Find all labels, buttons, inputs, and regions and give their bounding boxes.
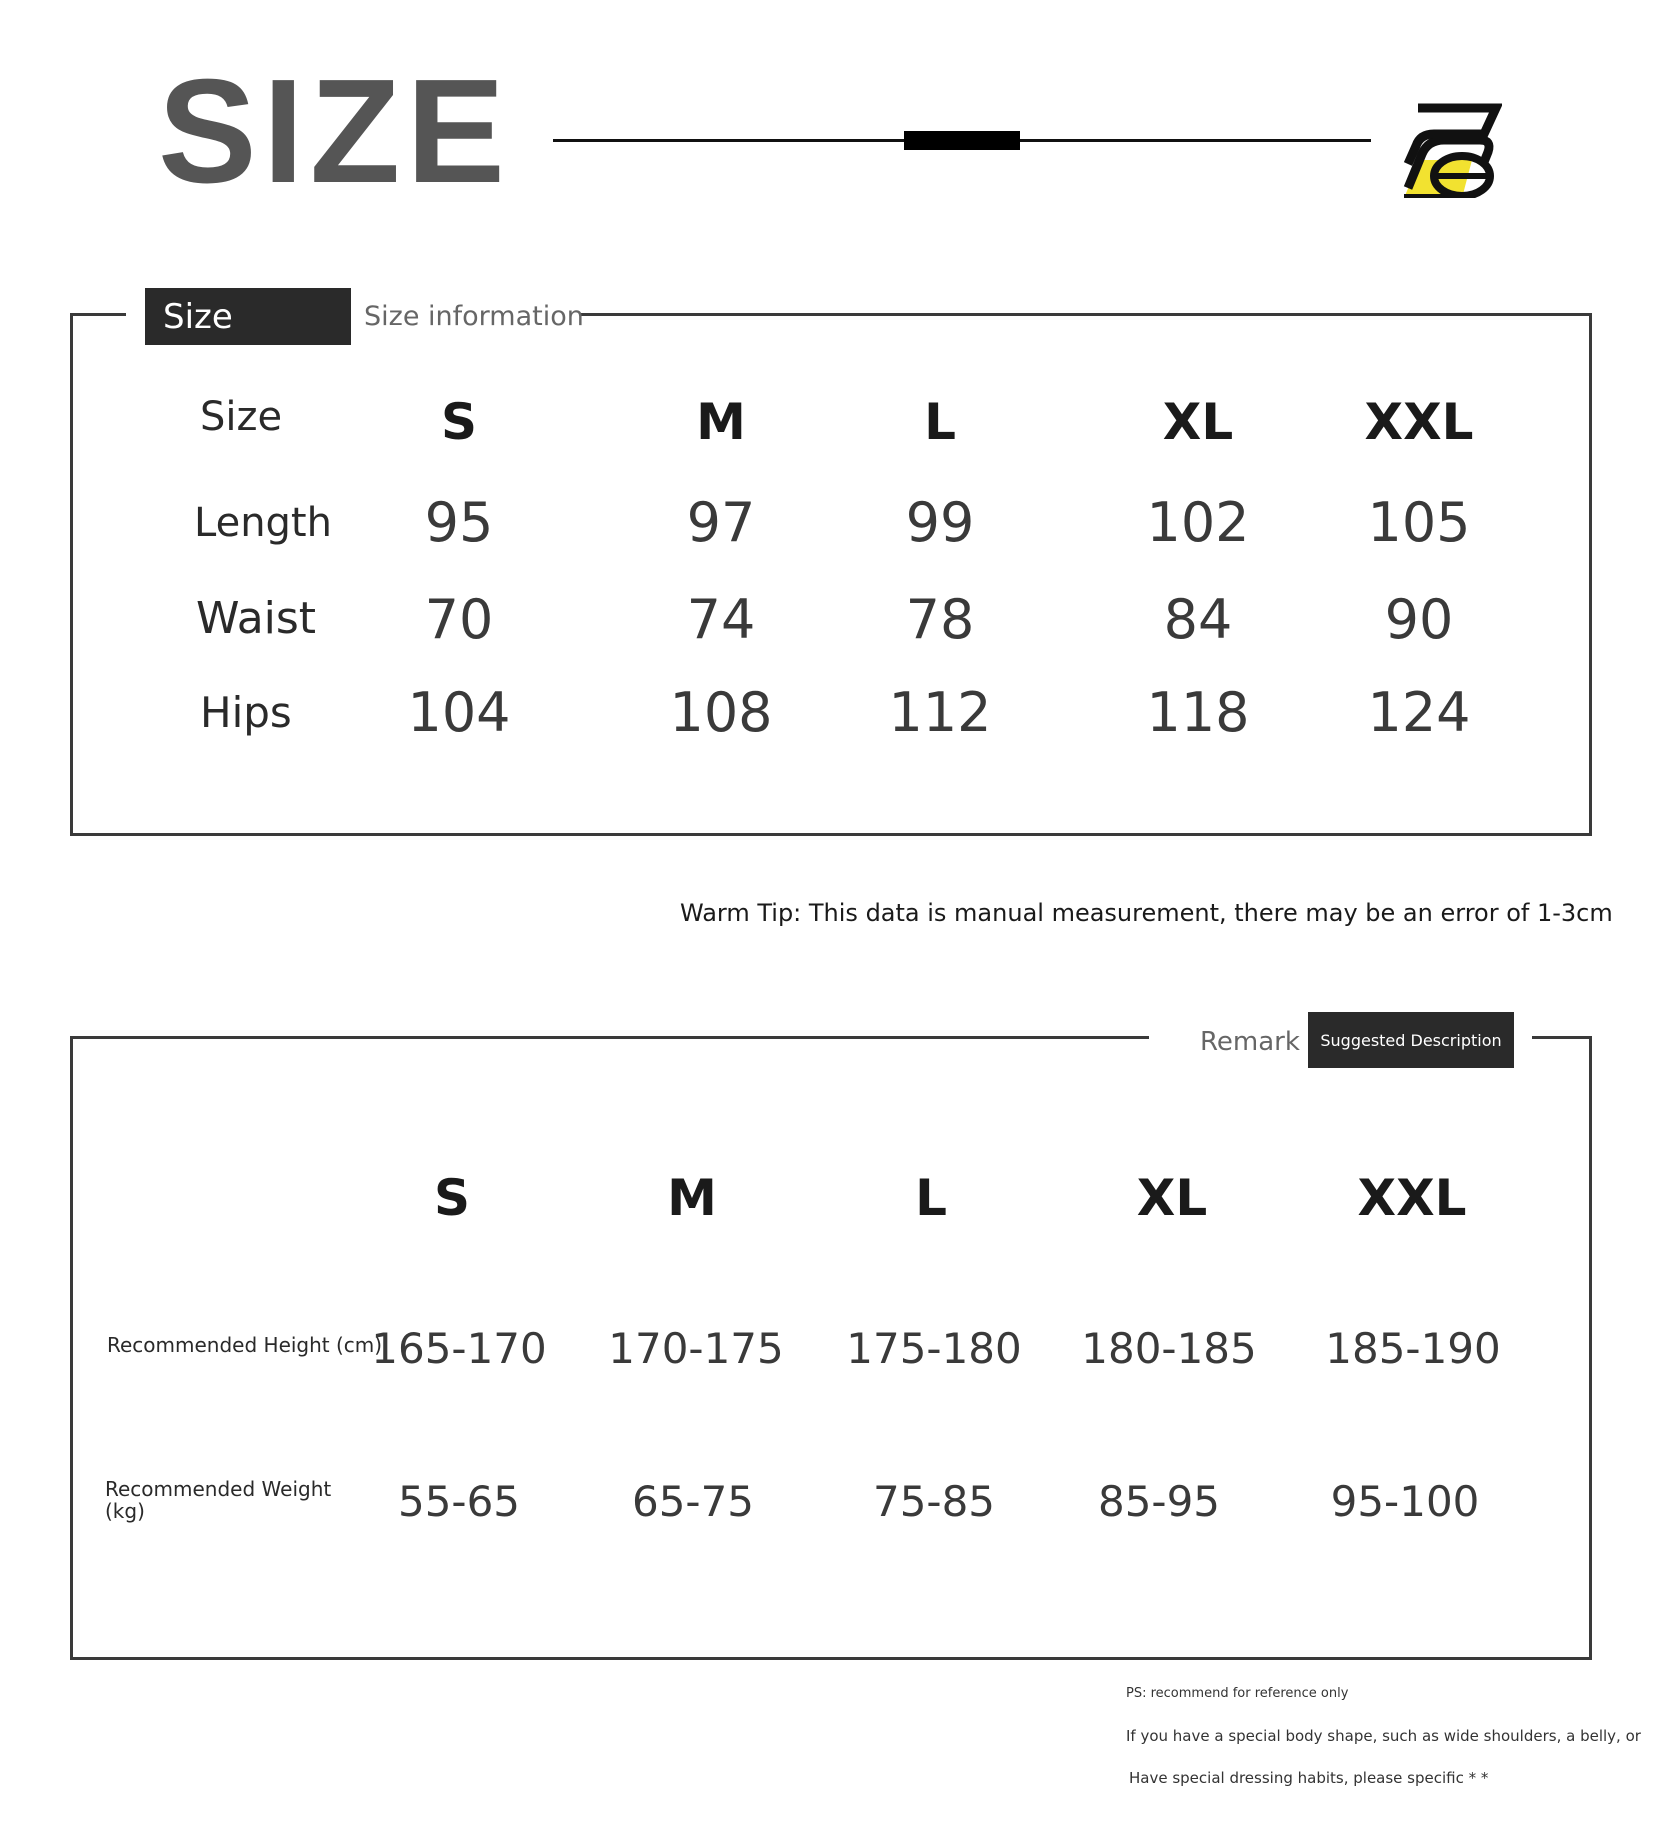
hips-m: 108 xyxy=(669,681,773,744)
length-xxl: 105 xyxy=(1367,491,1471,554)
row-label-length: Length xyxy=(194,500,332,546)
rec-col-header-xxl: XXL xyxy=(1357,1169,1467,1227)
suggested-description-tab: Suggested Description xyxy=(1308,1012,1514,1068)
hips-xxl: 124 xyxy=(1367,681,1471,744)
rec-col-header-xl: XL xyxy=(1136,1169,1208,1227)
remark-label: Remark xyxy=(1200,1027,1300,1057)
rec-col-header-l: L xyxy=(915,1169,947,1227)
waist-xl: 84 xyxy=(1163,588,1233,651)
height-s: 165-170 xyxy=(371,1324,547,1373)
col-header-s: S xyxy=(440,393,478,451)
waist-s: 70 xyxy=(424,588,494,651)
box-border-top-left xyxy=(70,313,126,316)
rec-col-header-s: S xyxy=(433,1169,471,1227)
row-label-recommended-height: Recommended Height (cm) xyxy=(107,1333,383,1357)
height-l: 175-180 xyxy=(846,1324,1022,1373)
weight-s: 55-65 xyxy=(397,1477,521,1526)
page-title: SIZE xyxy=(158,49,511,214)
note-line-2: Have special dressing habits, please specific * * xyxy=(1129,1769,1489,1787)
length-xl: 102 xyxy=(1146,491,1250,554)
waist-m: 74 xyxy=(686,588,756,651)
col-header-l: L xyxy=(924,393,956,451)
remark-border-left xyxy=(70,1036,73,1660)
col-header-size: Size xyxy=(200,394,283,440)
ps-note: PS: recommend for reference only xyxy=(1126,1686,1349,1701)
remark-border-bottom xyxy=(70,1657,1592,1660)
row-label-hips: Hips xyxy=(200,688,292,737)
rec-col-header-m: M xyxy=(667,1169,717,1227)
note-line-1: If you have a special body shape, such as wide shoulders, a belly, or xyxy=(1126,1727,1641,1745)
size-tab: Size xyxy=(145,288,351,345)
col-header-xxl: XXL xyxy=(1364,393,1474,451)
row-label-recommended-weight: Recommended Weight (kg) xyxy=(105,1477,332,1523)
weight-l: 75-85 xyxy=(872,1477,996,1526)
remark-border-right xyxy=(1589,1036,1592,1660)
height-xxl: 185-190 xyxy=(1325,1324,1501,1373)
length-l: 99 xyxy=(905,491,975,554)
remark-border-top-right xyxy=(1532,1036,1592,1039)
row-label-waist: Waist xyxy=(196,593,317,644)
box-border-bottom xyxy=(70,833,1592,836)
hips-l: 112 xyxy=(888,681,992,744)
weight-xxl: 95-100 xyxy=(1330,1477,1480,1526)
remark-border-top-left xyxy=(70,1036,1149,1039)
hips-s: 104 xyxy=(407,681,511,744)
hips-xl: 118 xyxy=(1146,681,1250,744)
box-border-right xyxy=(1589,313,1592,836)
brand-logo-icon xyxy=(1388,100,1502,198)
weight-xl: 85-95 xyxy=(1097,1477,1221,1526)
col-header-m: M xyxy=(696,393,746,451)
box-border-top-right xyxy=(580,313,1592,316)
height-xl: 180-185 xyxy=(1081,1324,1257,1373)
col-header-xl: XL xyxy=(1162,393,1234,451)
header-divider-bar xyxy=(904,131,1020,150)
box-border-left xyxy=(70,313,73,836)
size-information-label: Size information xyxy=(364,301,584,332)
length-s: 95 xyxy=(424,491,494,554)
length-m: 97 xyxy=(686,491,756,554)
warm-tip-text: Warm Tip: This data is manual measurement, there may be an error of 1-3cm xyxy=(680,899,1613,927)
height-m: 170-175 xyxy=(608,1324,784,1373)
weight-m: 65-75 xyxy=(631,1477,755,1526)
waist-xxl: 90 xyxy=(1384,588,1454,651)
waist-l: 78 xyxy=(905,588,975,651)
